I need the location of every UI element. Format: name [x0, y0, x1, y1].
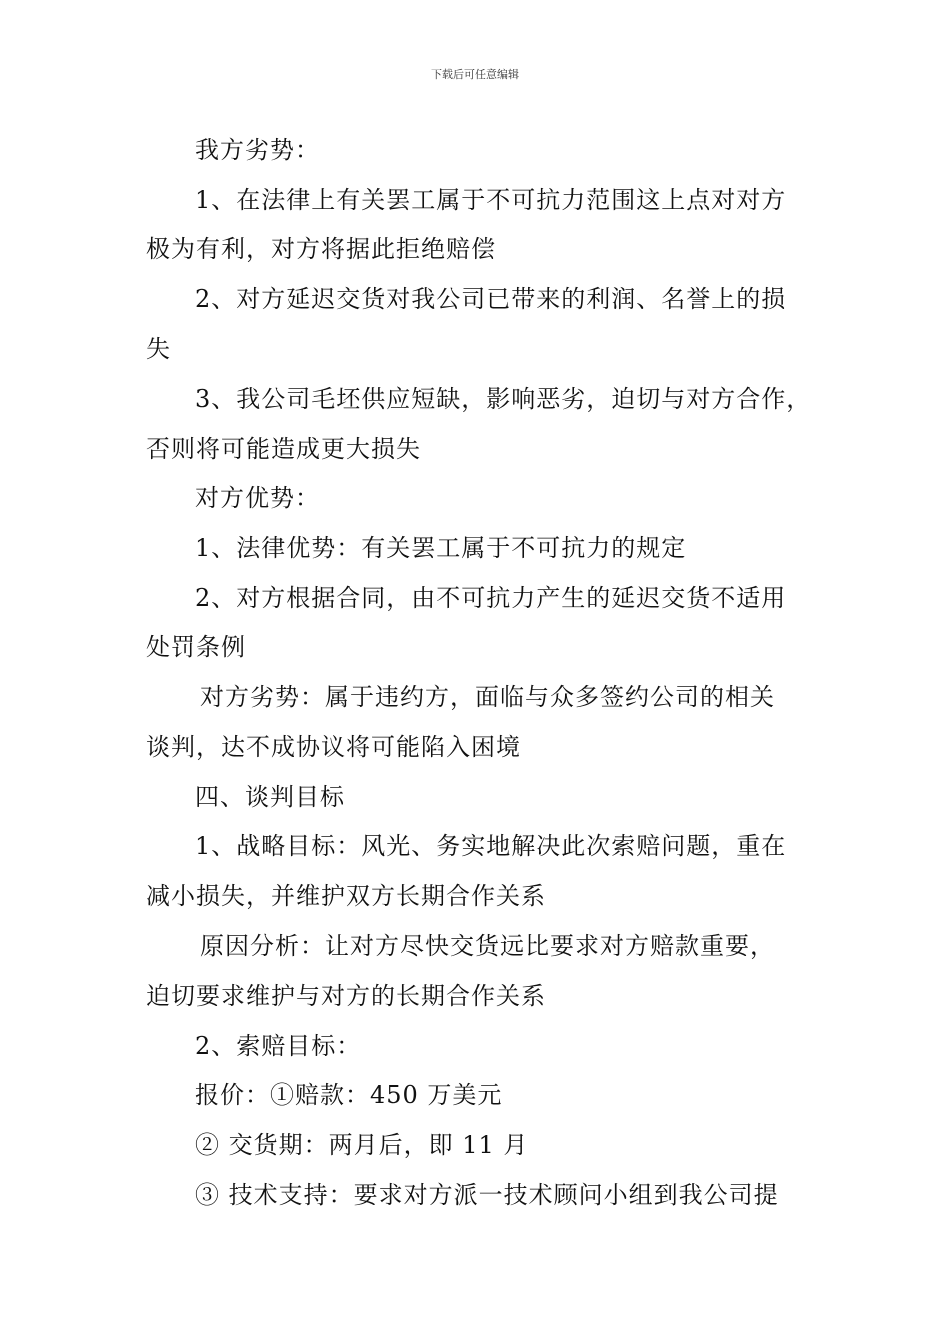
text-line: ③ 技术支持：要求对方派一技术顾问小组到我公司提 [195, 1181, 779, 1209]
page-header: 下载后可任意编辑 [431, 68, 519, 81]
text-line: 3、我公司毛坯供应短缺，影响恶劣，迫切与对方合作， [195, 385, 812, 413]
text-line: 2、索赔目标： [195, 1032, 362, 1060]
text-line: 2、对方根据合同，由不可抗力产生的延迟交货不适用 [195, 584, 787, 612]
text-line: 我方劣势： [195, 136, 320, 164]
text-line: 失 [146, 335, 171, 363]
text-line: 迫切要求维护与对方的长期合作关系 [146, 982, 546, 1010]
text-line: 1、法律优势：有关罢工属于不可抗力的规定 [195, 534, 687, 562]
text-line: 对方优势： [195, 484, 320, 512]
text-line: 谈判，达不成协议将可能陷入困境 [146, 733, 521, 761]
text-line: 减小损失，并维护双方长期合作关系 [146, 882, 546, 910]
text-line: 报价：①赔款：450 万美元 [195, 1081, 503, 1109]
text-line: ② 交货期：两月后，即 11 月 [195, 1131, 529, 1159]
text-line: 对方劣势：属于违约方，面临与众多签约公司的相关 [200, 683, 775, 711]
text-line: 1、在法律上有关罢工属于不可抗力范围这上点对对方 [195, 186, 787, 214]
text-line: 2、对方延迟交货对我公司已带来的利润、名誉上的损 [195, 285, 787, 313]
text-line: 原因分析：让对方尽快交货远比要求对方赔款重要， [200, 932, 775, 960]
text-line: 四、谈判目标 [195, 783, 345, 811]
text-line: 处罚条例 [146, 633, 246, 661]
text-line: 否则将可能造成更大损失 [146, 435, 421, 463]
text-line: 极为有利，对方将据此拒绝赔偿 [146, 235, 496, 263]
text-line: 1、战略目标：风光、务实地解决此次索赔问题，重在 [195, 832, 787, 860]
